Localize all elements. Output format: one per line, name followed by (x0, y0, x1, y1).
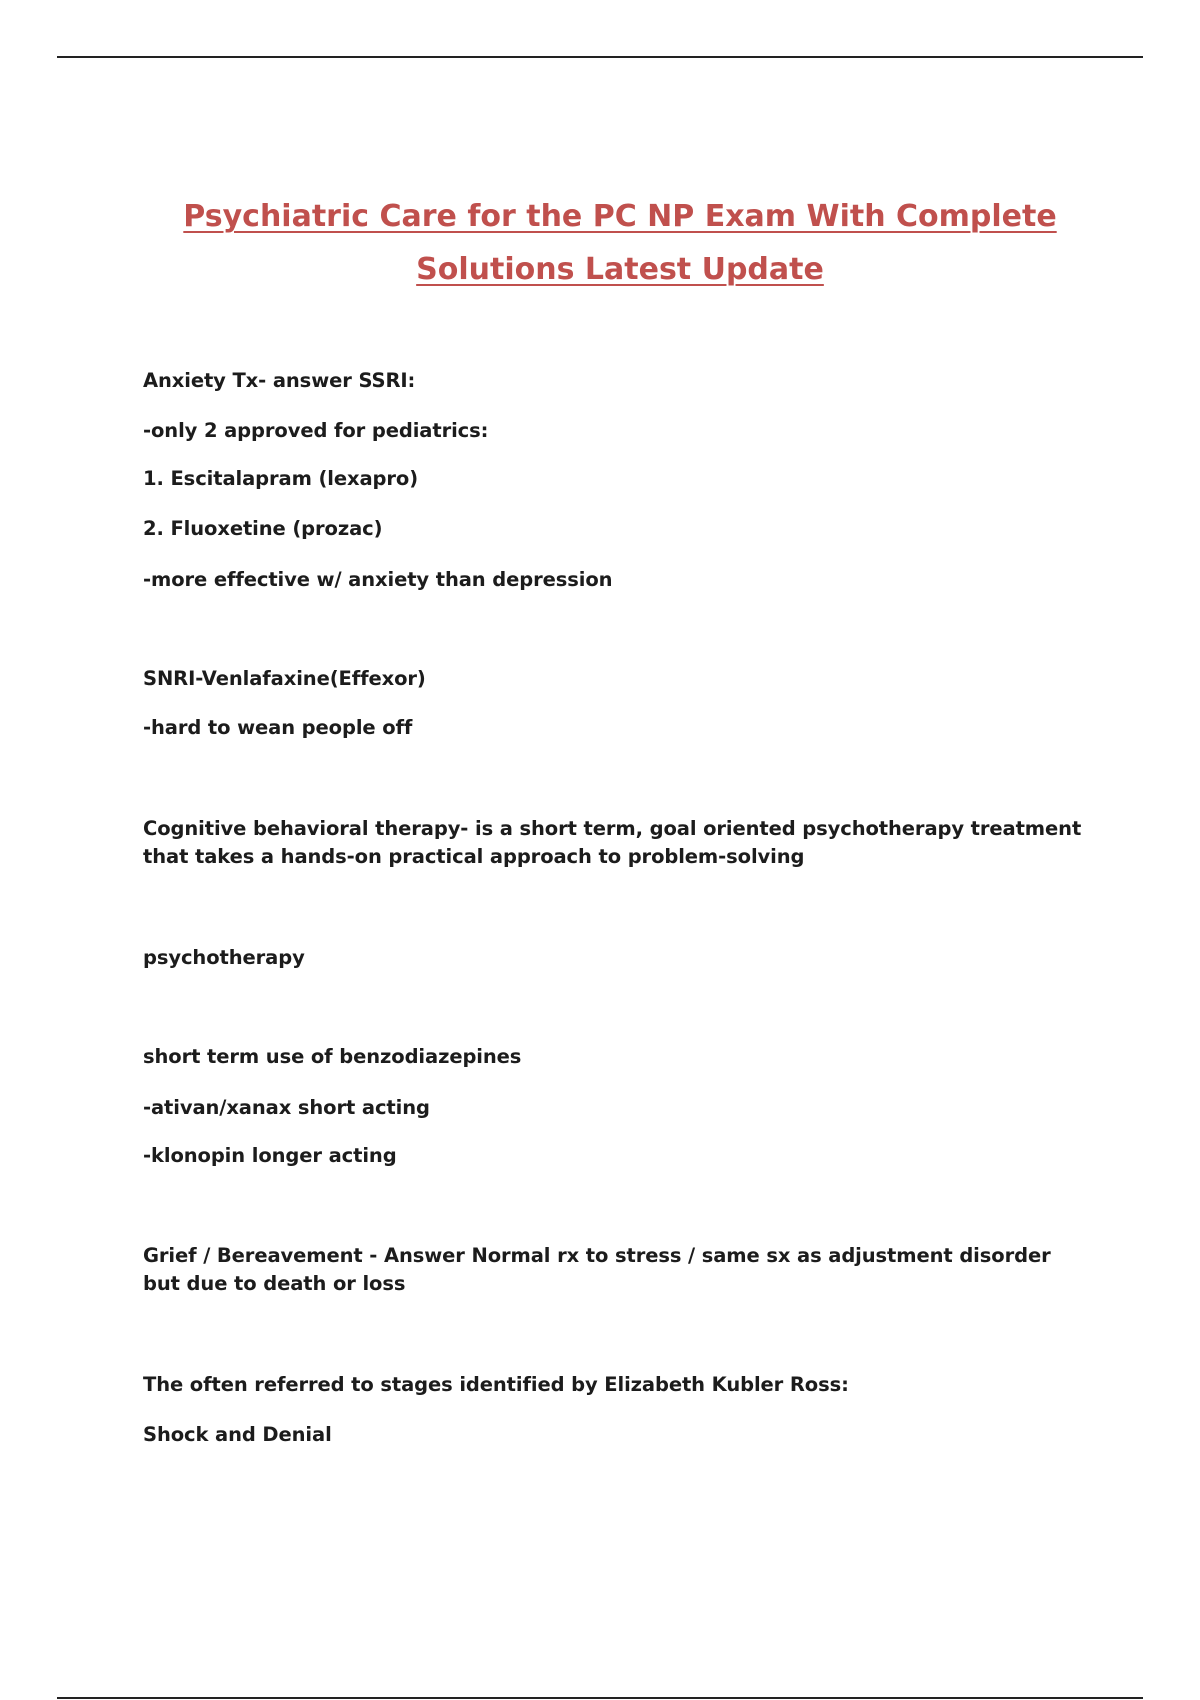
kubler-ross-line-1: Shock and Denial (143, 1423, 332, 1446)
benzo-heading: short term use of benzodiazepines (143, 1045, 522, 1068)
grief-paragraph: Grief / Bereavement - Answer Normal rx to stress / same sx as adjustment disorder but due to death or loss (143, 1244, 1051, 1295)
benzo-line-2: -klonopin longer acting (143, 1144, 397, 1167)
snri-line-1: -hard to wean people off (143, 716, 413, 739)
document-title-line-1: Psychiatric Care for the PC NP Exam With Complete (183, 199, 1057, 234)
psychotherapy-text: psychotherapy (143, 946, 305, 969)
anxiety-line-4: -more effective w/ anxiety than depression (143, 568, 613, 591)
header-rule (57, 56, 1143, 58)
document-title (140, 190, 1100, 296)
anxiety-line-2: 1. Escitalapram (lexapro) (143, 467, 419, 490)
anxiety-heading: Anxiety Tx- answer SSRI: (143, 369, 416, 392)
document-title-line-2: Solutions Latest Update (416, 252, 824, 287)
footer-rule (57, 1697, 1143, 1699)
anxiety-line-3: 2. Fluoxetine (prozac) (143, 517, 383, 540)
benzo-line-1: -ativan/xanax short acting (143, 1096, 430, 1119)
kubler-ross-heading: The often referred to stages identified by Elizabeth Kubler Ross: (143, 1373, 849, 1396)
anxiety-line-1: -only 2 approved for pediatrics: (143, 419, 489, 442)
snri-heading: SNRI-Venlafaxine(Effexor) (143, 667, 426, 690)
cbt-paragraph: Cognitive behavioral therapy- is a short term, goal oriented psychotherapy treatment that takes a hands-on practical approach to problem-solving (143, 817, 1082, 868)
